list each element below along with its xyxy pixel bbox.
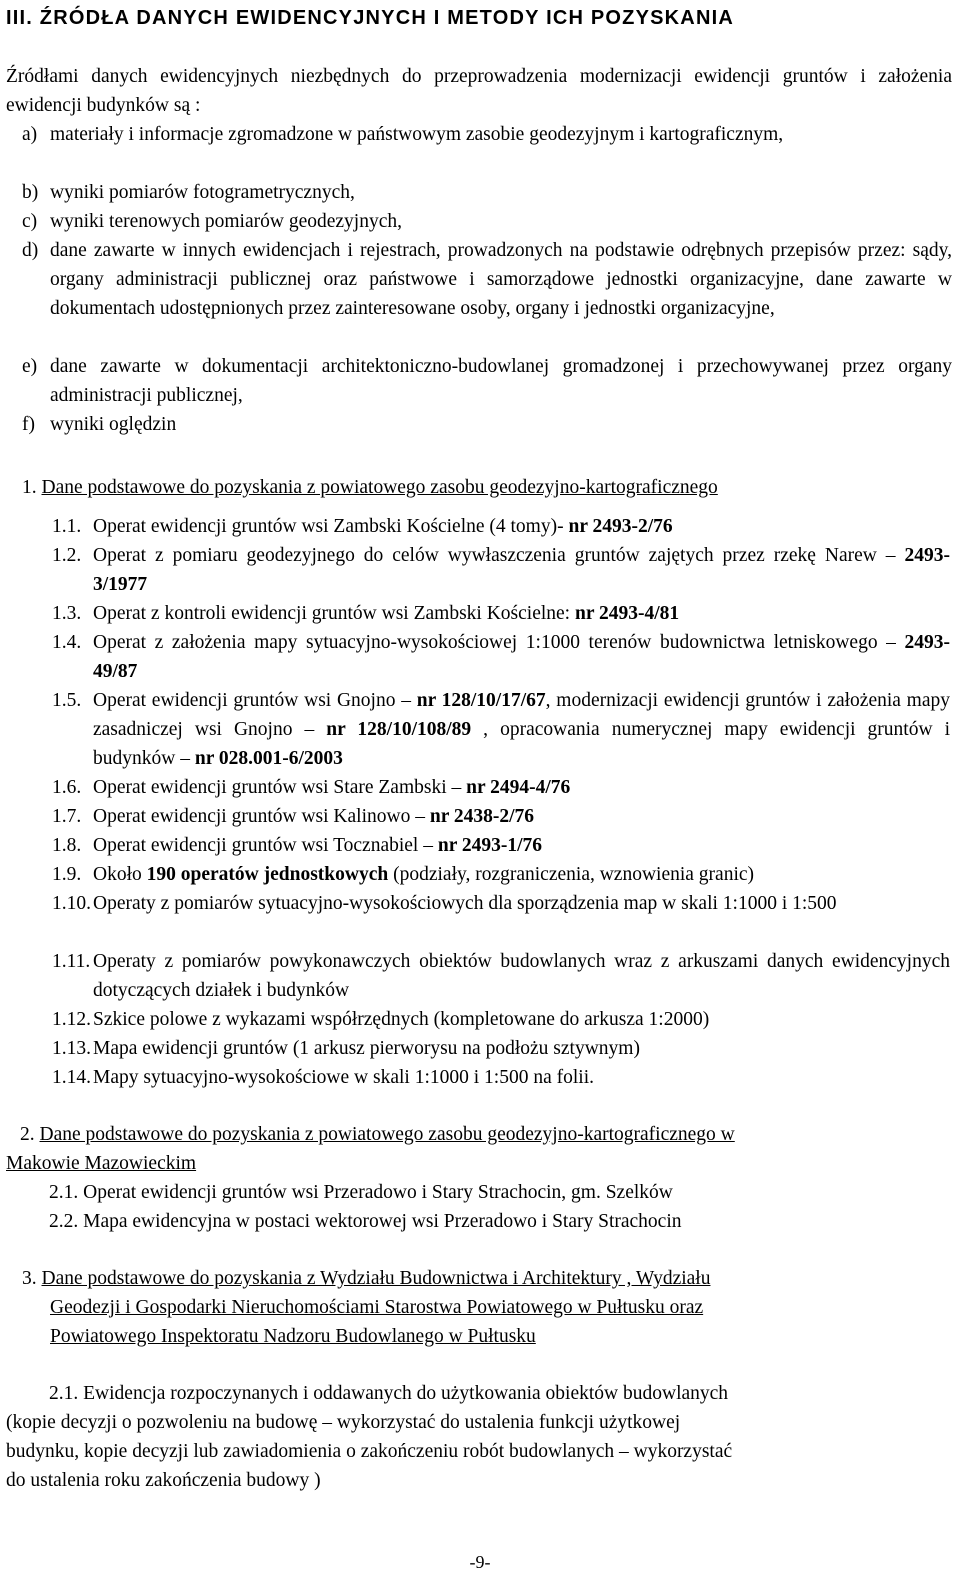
source-item-text: wyniki pomiarów fotogrametrycznych, xyxy=(50,182,355,203)
source-item-text: dane zawarte w innych ewidencjach i rejestrach, prowadzonych na podstawie odrębnych przepisów przez: sądy, organy administracji publicznej oraz państwowe i samorządowe jednostki organizacyjne, dane zawarte w dokumentach udostępnionych przez zainteresowane osoby, organy i jednostki organizacyjne, xyxy=(50,240,952,319)
section-3-item-line2: (kopie decyzji o pozwoleniu na budowę – wykorzystać do ustalenia funkcji użytkowej xyxy=(6,1412,681,1433)
section-1-item-text xyxy=(93,947,950,1005)
source-item xyxy=(22,236,952,323)
section-1-item-text xyxy=(93,773,950,802)
reference-number: 190 operatów jednostkowych xyxy=(146,864,389,885)
source-item xyxy=(22,352,952,410)
reference-number: nr 2493-4/81 xyxy=(574,603,680,624)
source-item xyxy=(22,120,952,149)
section-1-item-number: 1.4. xyxy=(52,632,82,653)
item-text-part: , modernizacji ewidencji gruntów i założenia mapy zasadniczej wsi Gnojno – xyxy=(93,690,951,740)
section-1-item-text xyxy=(93,1034,950,1063)
item-text-part: Mapy sytuacyjno-wysokościowe w skali 1:1000 i 1:500 na folii. xyxy=(93,1067,594,1088)
section-1-item-text xyxy=(93,802,950,831)
item-text-part: Około xyxy=(93,864,147,885)
section-1-item-text xyxy=(93,889,950,918)
section-1-item-text xyxy=(93,1005,950,1034)
section-1-item-number: 1.10. xyxy=(52,893,91,914)
reference-number: nr 2494-4/76 xyxy=(466,777,571,798)
section-1-item-number: 1.3. xyxy=(52,603,82,624)
section-1-item xyxy=(52,889,950,918)
section-1-item-number: 1.5. xyxy=(52,690,82,711)
item-text-part: Operat z pomiaru geodezyjnego do celów wywłaszczenia gruntów zajętych przez rzekę Narew – xyxy=(93,545,905,566)
section-2-item xyxy=(49,1207,682,1236)
section-3-number: 3. xyxy=(22,1268,37,1289)
section-1-item-number: 1.14. xyxy=(52,1067,91,1088)
section-1-item xyxy=(52,773,950,802)
section-1-item-number: 1.7. xyxy=(52,806,82,827)
item-text-part: Operat ewidencji gruntów wsi Stare Zambski – xyxy=(93,777,467,798)
section-2-item-text: Mapa ewidencyjna w postaci wektorowej wsi Przeradowo i Stary Strachocin xyxy=(78,1211,682,1232)
source-item xyxy=(22,410,952,439)
section-3-title-line3: Powiatowego Inspektoratu Nadzoru Budowlanego w Pułtusku xyxy=(50,1326,536,1347)
section-1-item-number: 1.13. xyxy=(52,1038,91,1059)
section-1-title: Dane podstawowe do pozyskania z powiatowego zasobu geodezyjno-kartograficznego xyxy=(41,477,718,498)
section-1-item xyxy=(52,686,950,773)
item-text-part: Operat ewidencji gruntów wsi Zambski Kościelne (4 tomy)- xyxy=(93,516,569,537)
section-1-item-text xyxy=(93,541,950,599)
section-1-item-text xyxy=(93,860,950,889)
source-item-text: wyniki oględzin xyxy=(50,414,177,435)
source-item-label: b) xyxy=(22,182,39,203)
section-1-item-number: 1.6. xyxy=(52,777,82,798)
section-1-item-text xyxy=(93,831,950,860)
section-1-item-number: 1.9. xyxy=(52,864,82,885)
source-item-text: wyniki terenowych pomiarów geodezyjnych, xyxy=(50,211,402,232)
item-text-part: Operat z założenia mapy sytuacyjno-wysokościowej 1:1000 terenów budownictwa letniskowego – xyxy=(93,632,905,653)
section-1-item-number: 1.11. xyxy=(52,951,91,972)
source-item-text: dane zawarte w dokumentacji architektoniczno-budowlanej gromadzonej i przechowywanej przez organy administracji publicznej, xyxy=(50,356,952,406)
section-1-item xyxy=(52,512,950,541)
section-1-item-text xyxy=(93,599,950,628)
source-item-text: materiały i informacje zgromadzone w państwowym zasobie geodezyjnym i kartograficznym, xyxy=(50,124,784,145)
item-text-part: Operat ewidencji gruntów wsi Tocznabiel – xyxy=(93,835,438,856)
section-1-item-text xyxy=(93,512,950,541)
item-text-part: Operaty z pomiarów powykonawczych obiektów budowlanych wraz z arkuszami danych ewidencyjnych dotyczących działek i budynków xyxy=(93,951,950,1001)
reference-number: 2493-3/1977 xyxy=(93,545,950,595)
section-3-item-line3: budynku, kopie decyzji lub zawiadomienia o zakończeniu robót budowlanych – wykorzystać xyxy=(6,1441,733,1462)
section-2-title-line2: Makowie Mazowieckim xyxy=(6,1153,197,1174)
section-3-title-line1: Dane podstawowe do pozyskania z Wydziału Budownictwa i Architektury , Wydziału xyxy=(41,1268,711,1289)
section-1-item xyxy=(52,541,950,599)
section-1-item-number: 1.1. xyxy=(52,516,82,537)
section-2-item-number: 2.1. xyxy=(49,1182,79,1203)
section-3-heading xyxy=(22,1264,710,1293)
reference-number: nr 2438-2/76 xyxy=(429,806,535,827)
section-1-item xyxy=(52,802,950,831)
section-1-item xyxy=(52,831,950,860)
reference-number: nr 028.001-6/2003 xyxy=(194,748,343,769)
section-1-item-text xyxy=(93,1063,950,1092)
section-2-heading xyxy=(20,1120,735,1149)
source-item-label: d) xyxy=(22,240,39,261)
item-text-part: Operaty z pomiarów sytuacyjno-wysokościowych dla sporządzenia map w skali 1:1000 i 1:500 xyxy=(93,893,837,914)
section-3-item-number: 2.1. xyxy=(49,1383,79,1404)
section-2-number: 2. xyxy=(20,1124,35,1145)
section-1-item-text xyxy=(93,686,950,773)
source-item-label: e) xyxy=(22,356,38,377)
section-1-item-number: 1.8. xyxy=(52,835,82,856)
section-1-item-number: 1.12. xyxy=(52,1009,91,1030)
source-item xyxy=(22,178,952,207)
reference-number: nr 128/10/17/67 xyxy=(416,690,546,711)
section-2-item-number: 2.2. xyxy=(49,1211,79,1232)
section-3-title-line2: Geodezji i Gospodarki Nieruchomościami Starostwa Powiatowego w Pułtusku oraz xyxy=(50,1297,704,1318)
item-text-part: , opracowania numerycznej mapy ewidencji gruntów i budynków – xyxy=(93,719,950,769)
section-1-item-text xyxy=(93,628,950,686)
section-1-item xyxy=(52,860,950,889)
page-number: -9- xyxy=(469,1552,491,1572)
section-1-item xyxy=(52,1005,950,1034)
chapter-heading: III. ŹRÓDŁA DANYCH EWIDENCYJNYCH I METODY ICH POZYSKANIA xyxy=(6,7,734,29)
section-1-heading xyxy=(22,473,718,502)
section-3-item-text: Ewidencja rozpoczynanych i oddawanych do użytkowania obiektów budowlanych xyxy=(78,1383,729,1404)
section-1-item xyxy=(52,599,950,628)
section-3-item-line4: do ustalenia roku zakończenia budowy ) xyxy=(6,1470,321,1491)
source-item-label: c) xyxy=(22,211,38,232)
intro-paragraph: Źródłami danych ewidencyjnych niezbędnych do przeprowadzenia modernizacji ewidencji gruntów i założenia ewidencji budynków są : xyxy=(6,66,952,116)
section-1-number: 1. xyxy=(22,477,37,498)
reference-number: nr 128/10/108/89 xyxy=(326,719,472,740)
source-item-label: f) xyxy=(22,414,35,435)
reference-number: 2493-49/87 xyxy=(93,632,950,682)
section-2-item xyxy=(49,1178,673,1207)
section-2-title-line1: Dane podstawowe do pozyskania z powiatowego zasobu geodezyjno-kartograficznego w xyxy=(39,1124,735,1145)
item-text-part: Operat ewidencji gruntów wsi Kalinowo – xyxy=(93,806,430,827)
section-2-item-text: Operat ewidencji gruntów wsi Przeradowo i Stary Strachocin, gm. Szelków xyxy=(78,1182,673,1203)
item-text-part: (podziały, rozgraniczenia, wznowienia granic) xyxy=(388,864,755,885)
source-item xyxy=(22,207,952,236)
section-1-item xyxy=(52,947,950,1005)
item-text-part: Mapa ewidencji gruntów (1 arkusz pierworysu na podłożu sztywnym) xyxy=(93,1038,640,1059)
item-text-part: Operat z kontroli ewidencji gruntów wsi Zambski Kościelne: xyxy=(93,603,575,624)
item-text-part: Operat ewidencji gruntów wsi Gnojno – xyxy=(93,690,417,711)
section-1-item-number: 1.2. xyxy=(52,545,82,566)
item-text-part: Szkice polowe z wykazami współrzędnych (kompletowane do arkusza 1:2000) xyxy=(93,1009,710,1030)
source-item-label: a) xyxy=(22,124,38,145)
section-3-item-line1 xyxy=(49,1379,728,1408)
section-1-item xyxy=(52,1063,950,1092)
reference-number: nr 2493-2/76 xyxy=(568,516,673,537)
section-1-item xyxy=(52,1034,950,1063)
section-1-item xyxy=(52,628,950,686)
reference-number: nr 2493-1/76 xyxy=(437,835,543,856)
